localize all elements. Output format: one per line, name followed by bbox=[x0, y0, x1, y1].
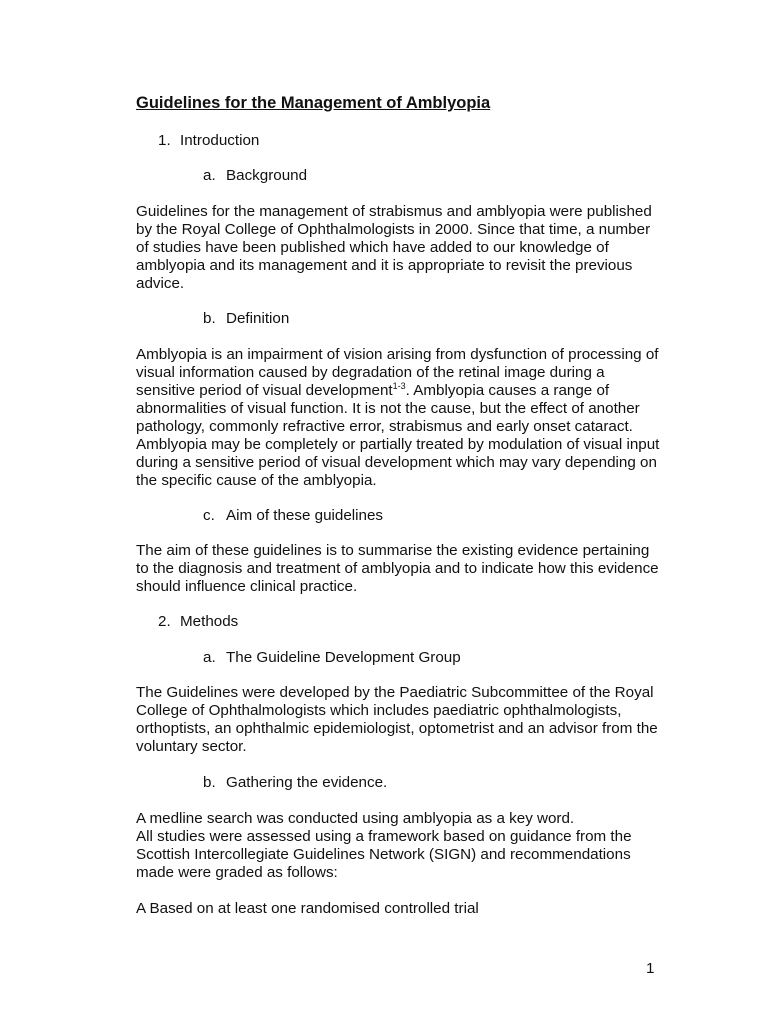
heading-label: Introduction bbox=[180, 132, 260, 149]
heading-letter: c. bbox=[203, 507, 215, 524]
heading-letter: a. bbox=[203, 649, 216, 666]
paragraph-line: All studies were assessed using a framework based on guidance from the bbox=[136, 828, 632, 845]
paragraph-line: advice. bbox=[136, 275, 185, 292]
paragraph-line: Guidelines for the management of strabismus and amblyopia were published bbox=[136, 203, 652, 220]
paragraph-line: A Based on at least one randomised controlled trial bbox=[136, 900, 479, 917]
aim-paragraph bbox=[136, 542, 666, 596]
paragraph-line: College of Ophthalmologists which includes paediatric ophthalmologists, bbox=[136, 702, 622, 719]
paragraph-line: by the Royal College of Ophthalmologists in 2000. Since that time, a number bbox=[136, 221, 651, 238]
heading-introduction bbox=[158, 132, 259, 150]
paragraph-line: orthoptists, an ophthalmic epidemiologist, optometrist and an advisor from the bbox=[136, 720, 658, 737]
heading-guideline-development-group bbox=[203, 649, 461, 667]
heading-background bbox=[203, 167, 307, 185]
paragraph-line: voluntary sector. bbox=[136, 738, 247, 755]
paragraph-line: The aim of these guidelines is to summarise the existing evidence pertaining bbox=[136, 542, 650, 559]
heading-label: Methods bbox=[180, 613, 239, 630]
paragraph-line: the specific cause of the amblyopia. bbox=[136, 472, 377, 489]
paragraph-line: made were graded as follows: bbox=[136, 864, 338, 881]
paragraph-line: should influence clinical practice. bbox=[136, 578, 358, 595]
heading-letter: b. bbox=[203, 774, 216, 791]
grade-a-paragraph bbox=[136, 900, 666, 918]
paragraph-line bbox=[136, 382, 666, 400]
definition-paragraph bbox=[136, 346, 666, 490]
heading-gathering-evidence bbox=[203, 774, 387, 792]
paragraph-line: amblyopia and its management and it is appropriate to revisit the previous bbox=[136, 257, 633, 274]
heading-label: Background bbox=[226, 167, 308, 184]
paragraph-line: The Guidelines were developed by the Paediatric Subcommittee of the Royal bbox=[136, 684, 654, 701]
paragraph-line: to the diagnosis and treatment of amblyopia and to indicate how this evidence bbox=[136, 560, 659, 577]
paragraph-line: Amblyopia is an impairment of vision arising from dysfunction of processing of bbox=[136, 346, 659, 363]
heading-definition bbox=[203, 310, 289, 328]
paragraph-line: Scottish Intercollegiate Guidelines Network (SIGN) and recommendations bbox=[136, 846, 631, 863]
heading-number: 1. bbox=[158, 132, 171, 149]
heading-letter: b. bbox=[203, 310, 216, 327]
page-number: 1 bbox=[646, 960, 655, 977]
paragraph-line: A medline search was conducted using amblyopia as a key word. bbox=[136, 810, 575, 827]
heading-number: 2. bbox=[158, 613, 171, 630]
document-title: Guidelines for the Management of Amblyopia bbox=[136, 94, 491, 112]
heading-letter: a. bbox=[203, 167, 216, 184]
heading-label: Gathering the evidence. bbox=[226, 774, 388, 791]
paragraph-line: visual information caused by degradation of the retinal image during a bbox=[136, 364, 605, 381]
heading-aim bbox=[203, 507, 383, 525]
paragraph-line: abnormalities of visual function. It is not the cause, but the effect of another bbox=[136, 400, 640, 417]
heading-label: Aim of these guidelines bbox=[226, 507, 384, 524]
paragraph-line: pathology, commonly refractive error, strabismus and early onset cataract. bbox=[136, 418, 633, 435]
paragraph-line: during a sensitive period of visual development which may vary depending on bbox=[136, 454, 657, 471]
gdg-paragraph bbox=[136, 684, 666, 756]
heading-label: Definition bbox=[226, 310, 290, 327]
heading-label: The Guideline Development Group bbox=[226, 649, 461, 666]
evidence-paragraph bbox=[136, 810, 666, 882]
paragraph-line: Amblyopia may be completely or partially treated by modulation of visual input bbox=[136, 436, 660, 453]
text-run: . Amblyopia causes a range of bbox=[405, 382, 610, 399]
background-paragraph bbox=[136, 203, 666, 293]
heading-methods bbox=[158, 613, 238, 631]
citation-superscript: 1-3 bbox=[392, 381, 406, 391]
paragraph-line: of studies have been published which have added to our knowledge of bbox=[136, 239, 609, 256]
text-run: sensitive period of visual development bbox=[136, 382, 393, 399]
